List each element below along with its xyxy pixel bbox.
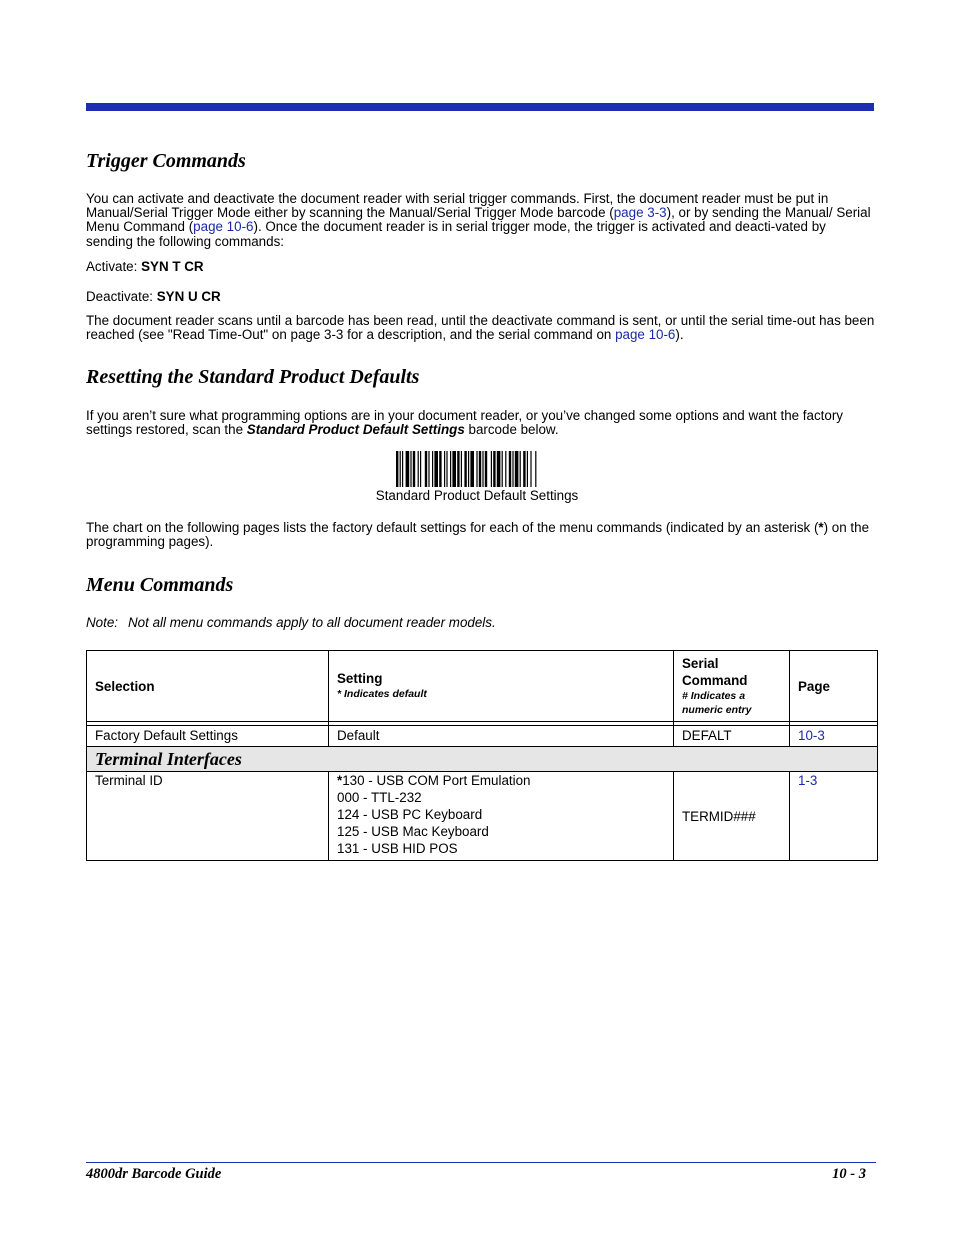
link-page-10-6[interactable]: page 10-6 — [615, 327, 676, 343]
note-text: Not all menu commands apply to all document reader models. — [128, 615, 496, 630]
barcode-bar — [457, 451, 459, 487]
barcode-bar — [452, 451, 456, 487]
barcode-bar — [512, 451, 513, 487]
barcode-bar — [464, 451, 466, 487]
text: ). Once the document reader is in serial trigger mode, the trigger is activated and deacti-vated by sending the following commands: — [86, 219, 826, 249]
cell-setting-options — [329, 772, 674, 861]
table-row — [87, 726, 878, 747]
barcode-bar — [425, 451, 427, 487]
table-header-row — [87, 651, 878, 722]
barcode-bar — [479, 451, 481, 487]
activate-command: SYN T CR — [141, 259, 204, 274]
barcode-bar — [402, 451, 403, 487]
header-setting: Setting * Indicates default — [329, 651, 674, 722]
setting-option: 131 - USB HID POS — [337, 841, 458, 856]
barcode-bar — [491, 451, 492, 487]
barcode-bar — [468, 451, 469, 487]
text: If you aren’t sure what programming options are in your document reader, or you’ve changed some options and want the factory settings restored, scan the — [86, 408, 843, 438]
text: ), or by sending the Manual/ Serial Menu Command ( — [86, 205, 871, 235]
header-selection: Selection — [87, 651, 329, 722]
barcode-bar — [530, 451, 531, 487]
barcode-bar — [410, 451, 411, 487]
group-title: Terminal Interfaces — [87, 747, 878, 772]
barcode-bar — [535, 451, 536, 487]
barcode-bar — [523, 451, 525, 487]
text: The chart on the following pages lists the factory default settings for each of the menu commands (indicated by an asterisk ( — [86, 520, 819, 535]
text: barcode below. — [464, 422, 559, 438]
cell-page-link[interactable]: 10-3 — [790, 726, 878, 747]
cell-serial-command: DEFALT — [674, 726, 790, 747]
note — [86, 615, 496, 630]
cell-selection: Factory Default Settings — [87, 726, 329, 747]
barcode-bar — [493, 451, 495, 487]
barcode-bar — [444, 451, 445, 487]
header-page: Page — [790, 651, 878, 722]
asterisk: * — [818, 520, 824, 535]
barcode-bar — [396, 451, 398, 487]
footer-rule — [86, 1162, 876, 1163]
cell-serial-command: TERMID### — [674, 772, 790, 861]
barcode-bar — [497, 451, 501, 487]
barcode-bar — [450, 451, 451, 487]
cell-setting: Default — [329, 726, 674, 747]
deactivate-label: Deactivate: — [86, 289, 157, 304]
barcode-bar — [439, 451, 441, 487]
standard-defaults-barcode[interactable] — [396, 451, 558, 487]
barcode-bar — [428, 451, 429, 487]
reset-paragraph-1 — [86, 409, 876, 437]
header-rule — [86, 103, 874, 111]
setting-option: 124 - USB PC Keyboard — [337, 807, 483, 822]
trigger-paragraph-2 — [86, 314, 876, 342]
text: ). — [675, 327, 684, 343]
barcode-bar — [505, 451, 506, 487]
activate-line — [86, 260, 876, 274]
barcode-bar — [476, 451, 477, 487]
link-page-3-3[interactable]: page 3-3 — [613, 205, 667, 221]
barcode-bar — [515, 451, 519, 487]
text: ) on the programming pages). — [86, 520, 870, 550]
barcode-bar — [406, 451, 410, 487]
header-serial-command: Serial Command # Indicates a numeric entry — [674, 651, 790, 722]
setting-option: 000 - TTL-232 — [337, 790, 422, 805]
group-row-terminal-interfaces — [87, 747, 878, 772]
reset-paragraph-2 — [86, 521, 876, 549]
barcode-bar — [413, 451, 415, 487]
barcode-bar — [400, 451, 401, 487]
setting-option-default: *130 - USB COM Port Emulation — [337, 773, 531, 788]
barcode-bar — [502, 451, 503, 487]
barcode-bar — [527, 451, 528, 487]
deactivate-command: SYN U CR — [156, 289, 221, 304]
barcode-caption: Standard Product Default Settings — [375, 488, 579, 503]
barcode-bar — [432, 451, 433, 487]
link-page-10-6[interactable]: page 10-6 — [193, 219, 254, 235]
barcode-bar — [482, 451, 483, 487]
barcode-name-emphasis: Standard Product Default Settings — [246, 422, 465, 438]
footer-guide-title: 4800dr Barcode Guide — [86, 1166, 222, 1182]
section-title-menu: Menu Commands — [86, 574, 234, 596]
barcode-bar — [434, 451, 438, 487]
table-row — [87, 772, 878, 861]
barcode-bar — [520, 451, 521, 487]
barcode-bar — [418, 451, 419, 487]
trigger-paragraph-1 — [86, 192, 876, 249]
cell-page-link[interactable]: 1-3 — [790, 772, 878, 861]
section-title-trigger: Trigger Commands — [86, 150, 246, 172]
note-label: Note: — [86, 615, 119, 630]
section-title-reset: Resetting the Standard Product Defaults — [86, 366, 420, 388]
menu-commands-table — [86, 650, 878, 861]
text: The document reader scans until a barcode has been read, until the deactivate command is sent, or until the serial time-out has been reached (see "Read Time-Out" on page 3-3 for a description, and the serial command on — [86, 313, 875, 343]
setting-option: 125 - USB Mac Keyboard — [337, 824, 489, 839]
barcode-bar — [420, 451, 421, 487]
deactivate-line — [86, 290, 876, 304]
text: You can activate and deactivate the document reader with serial trigger commands. First, the document reader must be put in Manual/Serial Trigger Mode either by scanning the Manual/Serial Trigger Mode barcode ( — [86, 191, 829, 221]
barcode-bar — [509, 451, 511, 487]
footer-page-number: 10 - 3 — [832, 1166, 866, 1182]
barcode-bar — [470, 451, 474, 487]
activate-label: Activate: — [86, 259, 142, 274]
cell-selection: Terminal ID — [87, 772, 329, 861]
barcode-bar — [461, 451, 462, 487]
barcode-bar — [446, 451, 447, 487]
barcode-bar — [485, 451, 487, 487]
